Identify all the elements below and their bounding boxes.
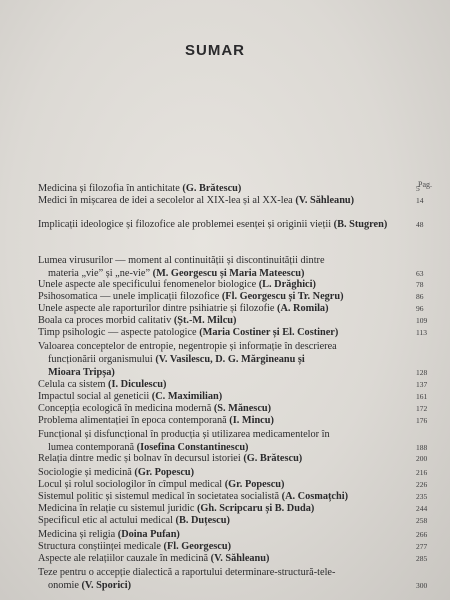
page-title: SUMAR bbox=[185, 42, 245, 59]
toc-page-number: 277 bbox=[416, 542, 428, 551]
toc-page-number: 137 bbox=[416, 380, 428, 389]
toc-entry-title: Mioara Tripșa) bbox=[48, 367, 115, 378]
toc-entry-title: Lumea virusurilor — moment al continuității și discontinuității dintre bbox=[38, 255, 325, 266]
toc-entry bbox=[38, 552, 413, 565]
toc-entry-title: Medicina și filozofia în antichitate bbox=[38, 183, 180, 194]
toc-page-number: 266 bbox=[416, 530, 428, 539]
toc-page-number: 78 bbox=[416, 280, 424, 289]
toc-entry-title: Problema alimentației în epoca contemporană bbox=[38, 415, 227, 426]
toc-entry-author: (Fl. Georgescu și Tr. Negru) bbox=[219, 291, 344, 302]
toc-page-number: 235 bbox=[416, 492, 428, 501]
toc-entry-line bbox=[38, 194, 413, 207]
toc-page-number: 172 bbox=[416, 404, 428, 413]
toc-entry-line bbox=[38, 514, 413, 527]
toc-page-number: 109 bbox=[416, 316, 428, 325]
toc-entry-author: (Fl. Georgescu) bbox=[160, 541, 232, 552]
toc-entry-title: materia „vie” și „ne-vie” bbox=[48, 268, 151, 279]
toc-entry-title: lumea contemporană bbox=[48, 442, 135, 453]
toc-page-number: 258 bbox=[416, 516, 428, 525]
toc-entry-title: Sistemul politic și sistemul medical în societatea socialistă bbox=[38, 491, 280, 502]
toc-entry-title: Funcțional și disfuncțional în producția și utilizarea medicamentelor în bbox=[38, 429, 330, 440]
toc-entry-author: (Șt.-M. Milcu) bbox=[171, 315, 237, 326]
toc-entry bbox=[38, 428, 413, 454]
toc-entry bbox=[38, 514, 413, 527]
toc-page-number: 48 bbox=[416, 220, 424, 229]
toc-entry-author: (A. Cosmațchi) bbox=[279, 491, 348, 502]
toc-entry-title: Specificul etic al actului medical bbox=[38, 515, 173, 526]
toc-entry-author: (Maria Costiner și El. Costiner) bbox=[196, 327, 339, 338]
toc-entry bbox=[38, 194, 413, 207]
toc-entry-author: (B. Stugren) bbox=[331, 219, 388, 230]
toc-entry-title: Medicina în relație cu sistemul juridic bbox=[38, 503, 195, 514]
toc-entry-author: (A. Romila) bbox=[274, 303, 329, 314]
toc-entry-title: Teze pentru o accepție dialectică a raportului determinare-structură-tele- bbox=[38, 567, 336, 578]
toc-entry bbox=[38, 566, 413, 592]
toc-entry-line bbox=[38, 452, 413, 465]
toc-entry-title: Boala ca proces morbid calitativ bbox=[38, 315, 172, 326]
toc-entry-author: (Gr. Popescu) bbox=[222, 479, 285, 490]
toc-entry-title: Unele aspecte ale raporturilor dintre psihiatrie și filozofie bbox=[38, 303, 275, 314]
toc-entry-line bbox=[38, 218, 413, 231]
toc-entry-author: (C. Maximilian) bbox=[149, 391, 223, 402]
toc-entry-author: (Gr. Popescu) bbox=[131, 467, 195, 478]
toc-entry bbox=[38, 218, 413, 231]
toc-page-number: 5 bbox=[416, 184, 420, 193]
toc-entry-line bbox=[38, 340, 413, 353]
toc-entry-title: Aspecte ale relațiilor cauzale în medicină bbox=[38, 553, 209, 564]
toc-page-number: 226 bbox=[416, 480, 428, 489]
toc-entry-line bbox=[38, 552, 413, 565]
toc-entry bbox=[38, 452, 413, 465]
toc-entry-title: Valoarea conceptelor de entropie, negentropie și informație în descrierea bbox=[38, 341, 337, 352]
toc-entry bbox=[38, 326, 413, 339]
toc-entry bbox=[38, 340, 413, 379]
toc-entry-author: (Iosefina Constantinescu) bbox=[134, 442, 249, 453]
toc-page-number: 200 bbox=[416, 454, 428, 463]
toc-entry-author: (V. Sporici) bbox=[78, 580, 132, 591]
toc-entry-line bbox=[38, 353, 413, 366]
toc-page-number: 63 bbox=[416, 269, 424, 278]
toc-page-number: 14 bbox=[416, 196, 424, 205]
toc-entry bbox=[38, 254, 413, 280]
toc-entry-line bbox=[38, 566, 413, 579]
toc-page-number: 128 bbox=[416, 368, 428, 377]
toc-entry-line bbox=[38, 326, 413, 339]
toc-page-number: 300 bbox=[416, 581, 428, 590]
toc-entry-author: (I. Diculescu) bbox=[105, 379, 167, 390]
toc-entry-title: Sociologie și medicină bbox=[38, 467, 132, 478]
toc-entry-line bbox=[38, 254, 413, 267]
toc-entry-title: Structura conștiinței medicale bbox=[38, 541, 161, 552]
toc-entry-line bbox=[38, 579, 413, 592]
toc-page-number: 161 bbox=[416, 392, 428, 401]
toc-entry-author: (G. Brătescu) bbox=[179, 183, 242, 194]
toc-entry-author: (L. Drăghici) bbox=[256, 279, 316, 290]
toc-entry bbox=[38, 414, 413, 427]
toc-entry-title: Implicații ideologice și filozofice ale problemei esenței și originii vieții bbox=[38, 219, 332, 230]
toc-entry-author: (Gh. Scripcaru și B. Duda) bbox=[194, 503, 315, 514]
toc-entry-title: Concepția ecologică în medicina modernă bbox=[38, 403, 212, 414]
toc-entry-title: Medici în mișcarea de idei a secolelor al XIX-lea și al XX-lea bbox=[38, 195, 293, 206]
toc-entry-author: (V. Săhleanu) bbox=[292, 195, 355, 206]
toc-entry-title: funcționării organismului bbox=[48, 354, 153, 365]
toc-page-number: 244 bbox=[416, 504, 428, 513]
page-column-label: Pag. bbox=[418, 180, 432, 189]
toc-entry-title: Locul și rolul sociologilor în cîmpul medical bbox=[38, 479, 223, 490]
toc-entry-title: onomie bbox=[48, 580, 79, 591]
toc-entry-title: Relația dintre medic și bolnav în decursul istoriei bbox=[38, 453, 241, 464]
toc-entry-author: (I. Mincu) bbox=[226, 415, 274, 426]
toc-entry-title: Psihosomatica — unele implicații filozofice bbox=[38, 291, 220, 302]
toc-entry-author: (V. Săhleanu) bbox=[208, 553, 270, 564]
toc-page-number: 113 bbox=[416, 328, 427, 337]
toc-page-number: 285 bbox=[416, 554, 428, 563]
toc-page-number: 96 bbox=[416, 304, 424, 313]
toc-entry-line bbox=[38, 414, 413, 427]
toc-entry-title: Unele aspecte ale specificului fenomenelor biologice bbox=[38, 279, 257, 290]
toc-entry-title: Timp psihologic — aspecte patologice bbox=[38, 327, 197, 338]
toc-entry-author: (M. Georgescu și Maria Mateescu) bbox=[150, 268, 305, 279]
toc-entry-title: Impactul social al geneticii bbox=[38, 391, 150, 402]
toc-entry-author: (G. Brătescu) bbox=[240, 453, 303, 464]
toc-page-number: 176 bbox=[416, 416, 428, 425]
toc-entry-line bbox=[38, 428, 413, 441]
toc-entry-author: (Doina Pufan) bbox=[115, 529, 180, 540]
toc-entry-author: (S. Mănescu) bbox=[211, 403, 272, 414]
toc-entry-title: Celula ca sistem bbox=[38, 379, 106, 390]
toc-page-number: 216 bbox=[416, 468, 428, 477]
toc-page-number: 188 bbox=[416, 443, 428, 452]
toc-entry-author: (V. Vasilescu, D. G. Mărgineanu și bbox=[152, 354, 305, 365]
toc-page-number: 86 bbox=[416, 292, 424, 301]
toc-entry-title: Medicina și religia bbox=[38, 529, 116, 540]
toc-entry-author: (B. Duțescu) bbox=[172, 515, 230, 526]
